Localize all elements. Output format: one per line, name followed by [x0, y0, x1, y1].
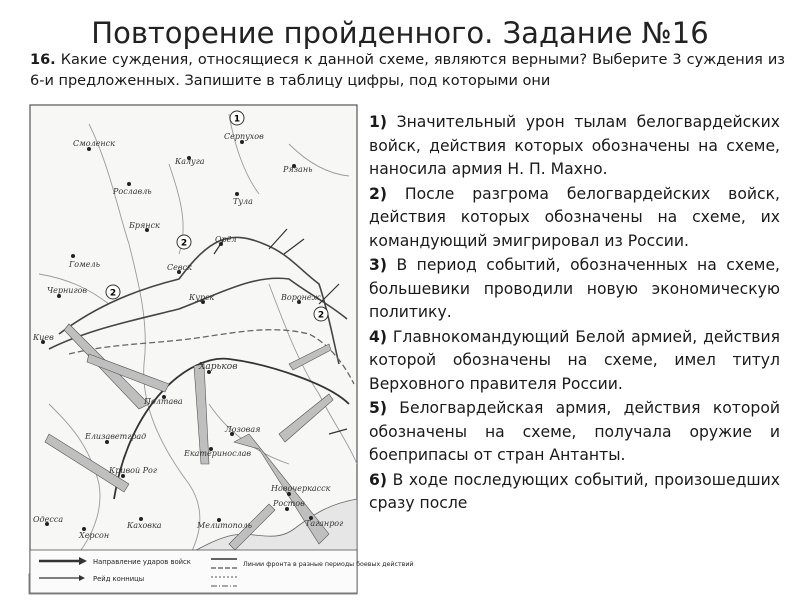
option-number: 5) [369, 399, 387, 417]
city-label: Чернигов [47, 286, 87, 295]
option-text: Главнокомандующий Белой армией, действия которой обозначены на схеме, имел титул Верховного правителя России. [369, 327, 780, 393]
city-label: Елизаветград [85, 432, 147, 441]
option-number: 2) [369, 184, 387, 203]
city-label: Херсон [79, 531, 110, 540]
city-label: Орёл [215, 235, 237, 244]
city-label: Полтава [144, 397, 183, 406]
city-label: Ростов [273, 499, 305, 508]
city-label: Воронеж [281, 293, 321, 302]
city-label: Харьков [199, 362, 238, 372]
city-label: Тула [233, 197, 253, 206]
city-label: Екатеринослав [184, 449, 252, 458]
option-text: В период событий, обозначенных на схеме, большевики проводили новую экономическую политику. [369, 256, 780, 321]
option-text: В ходе последующих событий, произошедших сразу после [369, 470, 780, 512]
city-label: Гомель [69, 260, 100, 269]
city-label: Севск [167, 263, 192, 272]
legend-cavalry: Рейд конницы [93, 575, 145, 583]
option-3 [369, 254, 780, 325]
marker-2: 2 [317, 310, 325, 321]
option-2 [369, 183, 780, 254]
city-label: Смоленск [73, 139, 115, 148]
marker-2: 2 [180, 238, 188, 249]
option-text: После разгрома белогвардейских войск, действия которых обозначены на схеме, их командующий эмигрировал из России. [369, 184, 780, 250]
option-text: Значительный урон тылам белогвардейских войск, действия которых обозначены на схеме, наносила армия Н. П. Махно. [369, 113, 780, 178]
option-number: 4) [369, 327, 387, 346]
map-legend [30, 550, 414, 593]
historical-map [29, 104, 414, 594]
task-number: 16. [30, 52, 56, 68]
task-statement [30, 50, 785, 92]
city-label: Таганрог [305, 519, 344, 528]
city-label: Калуга [175, 157, 205, 166]
legend-fronts: Линии фронта в разные периоды боевых действий [243, 561, 414, 568]
city-label: Одесса [33, 515, 64, 524]
task-text: Какие суждения, относящиеся к данной схеме, являются верными? Выберите 3 суждения из 6-и предложенных. Запишите в таблицу цифры, под которыми они [30, 52, 786, 89]
option-number: 1) [369, 113, 387, 131]
city-label: Лозовая [225, 425, 261, 434]
city-label: Мелитополь [197, 521, 252, 530]
city-label: Новочеркасск [271, 484, 331, 493]
legend-strikes: Направление ударов войск [93, 558, 191, 566]
option-6 [369, 469, 780, 516]
city-label: Курск [189, 293, 215, 302]
option-text: Белогвардейская армия, действия которой обозначены на схеме, получала оружие и боеприпасы от стран Антанты. [369, 399, 780, 464]
city-label: Брянск [129, 221, 160, 230]
marker-2: 2 [109, 288, 117, 299]
option-1 [369, 111, 780, 182]
city-label: Серпухов [224, 132, 264, 141]
city-label: Рязань [283, 165, 313, 174]
option-number: 3) [369, 256, 387, 274]
option-5 [369, 397, 780, 468]
city-label: Рославль [113, 187, 152, 196]
city-label: Киев [33, 333, 54, 342]
marker-1: 1 [233, 114, 241, 125]
option-number: 6) [369, 470, 387, 489]
answer-options [369, 111, 780, 517]
city-label: Каховка [127, 521, 162, 530]
city-label: Кривой Рог [109, 466, 157, 475]
page-title: Повторение пройденного. Задание №16 [91, 16, 709, 50]
option-4 [369, 326, 780, 397]
